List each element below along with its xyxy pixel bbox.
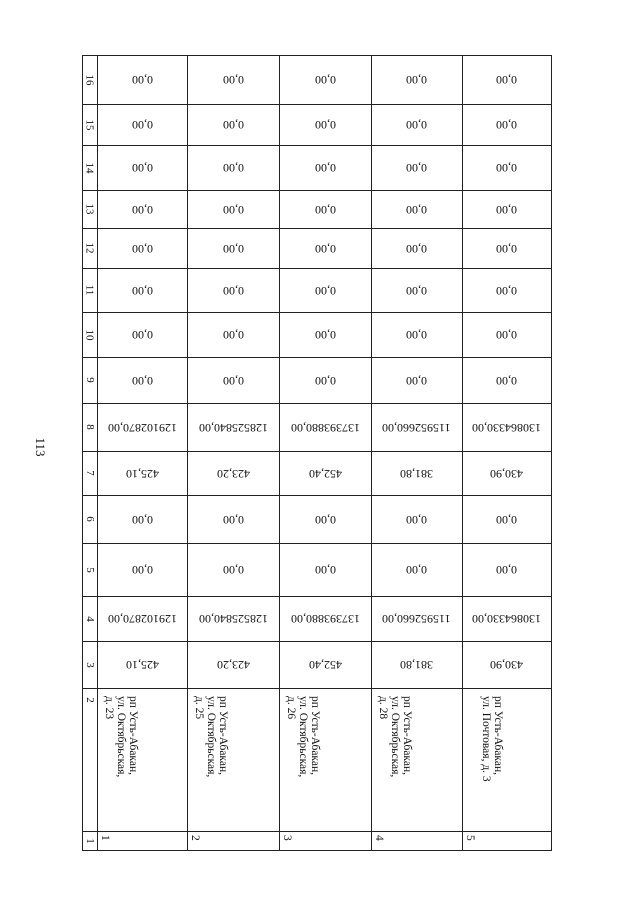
header-cell (82, 312, 97, 357)
value-cell (279, 451, 371, 495)
value-text: 0,00 (131, 241, 153, 256)
value-cell (279, 596, 371, 641)
header-cell (82, 104, 97, 145)
value-cell (279, 641, 371, 688)
value-text: 0,00 (314, 563, 336, 577)
value-text: 0,00 (131, 118, 153, 132)
value-text: 0,00 (496, 202, 517, 217)
value-text: 0,00 (222, 373, 244, 388)
address-cell (103, 696, 139, 777)
value-cell (462, 596, 551, 641)
value-cell (187, 55, 279, 104)
value-text: 0,00 (496, 241, 517, 256)
header-label: 10 (83, 329, 96, 340)
header-label: 16 (83, 74, 96, 85)
value-cell (97, 312, 187, 357)
header-cell (82, 357, 97, 403)
value-text: 0,00 (314, 161, 336, 175)
value-text: 0,00 (131, 73, 153, 87)
header-cell (82, 55, 97, 104)
value-text: 0,00 (496, 283, 517, 298)
address-line: ул. Октябрьская, (115, 696, 127, 778)
value-text: 0,00 (222, 241, 244, 256)
value-cell (371, 451, 462, 495)
value-cell (97, 543, 187, 596)
header-label: 6 (83, 516, 96, 522)
header-label: 5 (83, 566, 96, 573)
address-cell (285, 696, 321, 777)
row-number: 4 (373, 835, 385, 841)
value-text: 0,00 (406, 373, 427, 388)
value-cell (187, 596, 279, 641)
row-number: 3 (281, 835, 293, 841)
value-cell (462, 268, 551, 312)
value-cell (279, 145, 371, 190)
value-cell (462, 228, 551, 268)
value-cell (97, 268, 187, 312)
value-cell (187, 641, 279, 688)
value-cell (462, 495, 551, 543)
value-text: 0,00 (314, 241, 336, 256)
table-rule (82, 831, 552, 832)
address-line: рп Усть-Абакан, (492, 696, 504, 775)
value-cell (187, 312, 279, 357)
header-cell (82, 688, 97, 831)
value-text: 0,00 (314, 373, 336, 388)
value-cell (187, 451, 279, 495)
value-text: 0,00 (496, 73, 517, 87)
address-line: д. 23 (103, 696, 115, 720)
value-cell (462, 543, 551, 596)
value-text: 423,20 (216, 466, 250, 481)
value-text: 452,40 (308, 658, 342, 672)
value-text: 0,00 (496, 373, 517, 388)
value-cell (97, 403, 187, 451)
value-cell (279, 543, 371, 596)
value-cell (97, 190, 187, 228)
value-text: 0,00 (496, 118, 517, 132)
header-label: 7 (83, 470, 96, 476)
value-cell (97, 596, 187, 641)
value-text: 0,00 (222, 161, 244, 175)
row-number: 5 (464, 835, 476, 841)
value-cell (462, 357, 551, 403)
value-text: 0,00 (222, 118, 244, 132)
header-label: 13 (83, 203, 96, 215)
value-text: 0,00 (314, 328, 336, 342)
table-rule (82, 850, 552, 851)
address-line: рп Усть-Абакан, (217, 696, 229, 775)
value-text: 0,00 (222, 202, 244, 217)
value-text: 0,00 (131, 161, 153, 175)
value-cell (187, 145, 279, 190)
value-cell (371, 495, 462, 543)
header-label: 8 (83, 424, 96, 430)
value-text: 430,90 (490, 466, 523, 481)
value-cell (279, 104, 371, 145)
value-cell (187, 228, 279, 268)
value-cell (371, 268, 462, 312)
header-cell (82, 543, 97, 596)
value-cell (371, 55, 462, 104)
header-label: 2 (83, 697, 96, 703)
value-text: 0,00 (314, 73, 336, 87)
value-text: 0,00 (314, 118, 336, 132)
address-cell (377, 696, 413, 777)
header-label: 4 (83, 615, 96, 622)
value-text: 0,00 (406, 73, 427, 87)
value-cell (279, 357, 371, 403)
value-text: 423,20 (216, 658, 250, 672)
row-number: 1 (99, 835, 111, 841)
value-cell (187, 190, 279, 228)
value-text: 0,00 (131, 512, 153, 527)
header-label: 15 (83, 119, 96, 130)
header-label: 9 (83, 377, 96, 383)
value-text: 129102870,00 (107, 612, 177, 626)
address-line: д. 25 (193, 696, 205, 720)
value-text: 0,00 (406, 118, 427, 132)
page-number: 113 (33, 437, 48, 457)
value-text: 0,00 (314, 202, 336, 217)
value-text: 0,00 (222, 73, 244, 87)
value-text: 0,00 (496, 563, 517, 577)
address-cell (480, 696, 504, 782)
value-cell (371, 312, 462, 357)
header-cell (82, 268, 97, 312)
value-cell (371, 190, 462, 228)
row-number: 2 (189, 835, 201, 841)
value-text: 0,00 (131, 283, 153, 298)
value-cell (371, 228, 462, 268)
value-cell (371, 145, 462, 190)
value-cell (279, 268, 371, 312)
address-line: ул. Октябрьская, (205, 696, 217, 778)
address-line: рп Усть-Абакан, (309, 696, 321, 775)
value-cell (371, 543, 462, 596)
value-text: 0,00 (222, 512, 244, 527)
value-cell (279, 403, 371, 451)
value-text: 0,00 (314, 512, 336, 527)
value-cell (97, 495, 187, 543)
value-text: 425,10 (125, 466, 159, 481)
header-label: 1 (83, 837, 96, 844)
value-text: 0,00 (222, 328, 244, 342)
value-text: 128525840,00 (198, 612, 268, 626)
value-text: 115952660,00 (382, 420, 451, 435)
value-cell (371, 357, 462, 403)
header-label: 3 (83, 661, 96, 668)
value-text: 0,00 (131, 328, 153, 342)
value-text: 452,40 (308, 466, 342, 481)
value-text: 0,00 (222, 563, 244, 577)
value-cell (97, 55, 187, 104)
header-cell (82, 495, 97, 543)
value-cell (279, 228, 371, 268)
header-cell (82, 228, 97, 268)
header-label: 11 (83, 284, 96, 296)
value-text: 0,00 (496, 512, 517, 527)
value-text: 0,00 (131, 563, 153, 577)
address-line: д. 28 (377, 696, 389, 720)
value-text: 0,00 (314, 283, 336, 298)
value-cell (462, 403, 551, 451)
address-line: рп Усть-Абакан, (401, 696, 413, 775)
value-cell (187, 268, 279, 312)
value-cell (462, 641, 551, 688)
value-cell (187, 543, 279, 596)
value-cell (371, 104, 462, 145)
value-text: 0,00 (131, 202, 153, 217)
value-text: 115952660,00 (382, 612, 451, 626)
value-cell (462, 451, 551, 495)
value-text: 425,10 (125, 658, 159, 672)
value-cell (371, 403, 462, 451)
header-cell (82, 190, 97, 228)
value-cell (371, 596, 462, 641)
value-cell (97, 357, 187, 403)
value-text: 137393880,00 (290, 420, 360, 435)
value-cell (97, 145, 187, 190)
value-cell (279, 312, 371, 357)
value-text: 381,80 (400, 658, 433, 672)
value-text: 0,00 (222, 283, 244, 298)
header-label: 14 (83, 162, 96, 173)
value-cell (187, 495, 279, 543)
address-line: ул. Октябрьская, (297, 696, 309, 778)
value-text: 0,00 (406, 563, 427, 577)
value-cell (187, 104, 279, 145)
table-rule (82, 688, 552, 689)
address-line: ул. Октябрьская, (389, 696, 401, 778)
value-text: 0,00 (406, 202, 427, 217)
value-cell (462, 55, 551, 104)
header-label: 12 (83, 242, 96, 254)
value-text: 0,00 (496, 328, 517, 342)
value-text: 381,80 (400, 466, 433, 481)
value-cell (462, 104, 551, 145)
value-cell (462, 145, 551, 190)
header-cell (82, 641, 97, 688)
value-text: 130864330,00 (472, 612, 541, 626)
value-text: 0,00 (406, 283, 427, 298)
value-text: 130864330,00 (472, 420, 541, 435)
value-text: 0,00 (406, 328, 427, 342)
value-cell (97, 451, 187, 495)
address-cell (193, 696, 229, 777)
value-cell (462, 190, 551, 228)
header-cell (82, 831, 97, 850)
value-cell (462, 312, 551, 357)
value-cell (371, 641, 462, 688)
value-cell (97, 641, 187, 688)
value-text: 129102870,00 (107, 420, 177, 435)
value-cell (187, 357, 279, 403)
header-cell (82, 145, 97, 190)
header-cell (82, 403, 97, 451)
value-cell (187, 403, 279, 451)
value-text: 0,00 (131, 373, 153, 388)
address-line: ул. Почтовая, д. 3 (480, 696, 492, 782)
value-cell (97, 228, 187, 268)
value-cell (279, 55, 371, 104)
value-text: 0,00 (406, 161, 427, 175)
value-text: 0,00 (406, 512, 427, 527)
value-cell (97, 104, 187, 145)
address-line: рп Усть-Абакан, (127, 696, 139, 775)
value-text: 430,90 (490, 658, 523, 672)
value-cell (279, 495, 371, 543)
value-text: 0,00 (496, 161, 517, 175)
value-text: 0,00 (406, 241, 427, 256)
value-text: 128525840,00 (198, 420, 268, 435)
table-rule (551, 55, 552, 850)
header-cell (82, 451, 97, 495)
value-cell (279, 190, 371, 228)
header-cell (82, 596, 97, 641)
value-text: 137393880,00 (290, 612, 360, 626)
address-line: д. 26 (285, 696, 297, 720)
